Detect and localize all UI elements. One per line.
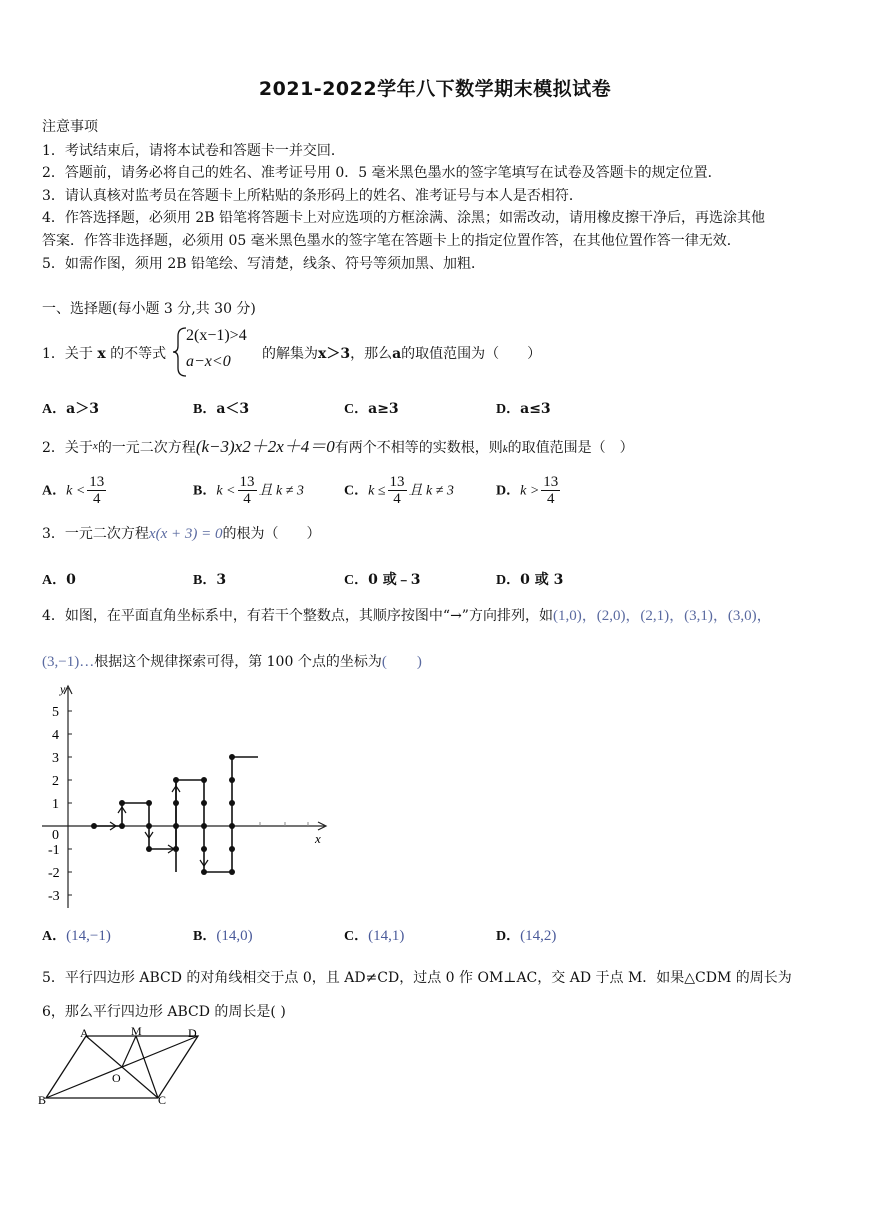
y-tick-0: 0 (52, 828, 59, 843)
notes-item-4-cont: 答案．作答非选择题，必须用 05 毫米黑色墨水的签字笔在答题卡上的指定位置作答，在其他位置作答一律无效． (42, 233, 741, 249)
q2-option-c[interactable]: C．k ≤ $\frac{13}{4}$ 且 k ≠ 3 (344, 474, 454, 507)
label-a: A (80, 1026, 89, 1040)
label-o: O (112, 1071, 121, 1085)
y-tick-neg3: -3 (48, 889, 60, 904)
q3-suffix: 的根为（ ） (222, 526, 321, 542)
y-tick-neg2: -2 (48, 866, 60, 881)
q1-system-line2: a−x<0 (186, 353, 231, 370)
q5-parallelogram-figure (36, 1026, 216, 1112)
notes-item-3: 3．请认真核对监考员在答题卡上所粘贴的条形码上的姓名、准考证号与本人是否相符． (42, 188, 583, 204)
integer-points (91, 754, 235, 875)
q2-a-fraction: $\frac{13}{4}$ (89, 474, 105, 507)
q1-suffix-a: 的解集为 (262, 346, 318, 362)
y-tick-5: 5 (52, 705, 59, 720)
notes-heading: 注意事项 (42, 119, 98, 135)
q3-option-b[interactable]: B．3 (193, 572, 227, 588)
q5-stem-line1: 5．平行四边形 ABCD 的对角线相交于点 0，且 AD≠CD，过点 0 作 OM⊥AC，交 AD 于点 M．如果△CDM 的周长为 (42, 970, 792, 986)
q1-mid: 的不等式 (105, 346, 167, 362)
y-tick-1: 1 (52, 797, 59, 812)
q2-equation: (k−3)x2＋2x＋4＝0 (195, 437, 335, 456)
q2-option-a[interactable]: A．k < $\frac{13}{4}$ (42, 474, 105, 507)
q3-equation: x(x + 3) = 0 (148, 526, 223, 542)
y-axis-label: y (60, 682, 66, 696)
q2-c-fraction: $\frac{13}{4}$ (389, 474, 405, 507)
q2-option-b[interactable]: B．k < $\frac{13}{4}$ 且 k ≠ 3 (193, 474, 304, 507)
label-d: D (188, 1026, 197, 1040)
notes-item-1: 1．考试结束后，请将本试卷和答题卡一并交回． (42, 143, 345, 159)
q2-var-x: x (92, 440, 98, 452)
notes-item-5: 5．如需作图，须用 2B 铅笔绘、写清楚，线条、符号等须加黑、加粗． (42, 256, 486, 272)
q1-suffix-c: 的取值范围为（ ） (401, 346, 542, 362)
y-tick-neg1: -1 (48, 843, 60, 858)
q1-stem (42, 344, 166, 364)
q1-prefix: 1．关于 (42, 346, 98, 362)
q2-prefix: 2．关于 (42, 440, 93, 456)
q3-option-c[interactable]: C．0 或﹣3 (344, 572, 421, 588)
q4-option-b[interactable]: B．(14,0) (193, 928, 253, 944)
label-b: B (38, 1093, 47, 1107)
q3-prefix: 3．一元二次方程 (42, 526, 149, 542)
section-heading: 一、选择题(每小题 3 分,共 30 分) (42, 301, 256, 317)
q2-var-k: k (502, 443, 508, 455)
q1-condition: x＞3 (318, 346, 351, 362)
q1-var-x: x (97, 346, 106, 362)
q1-option-d[interactable]: D．a≤3 (496, 401, 551, 417)
q1-option-c[interactable]: C．a≥3 (344, 401, 399, 417)
q1-tail (262, 344, 541, 364)
notes-item-4: 4．作答选择题，必须用 2B 铅笔将答题卡上对应选项的方框涂满、涂黑；如需改动，请用橡皮擦干净后，再选涂其他 (42, 210, 765, 226)
q2-tail-a: 有两个不相等的实数根，则 (334, 440, 503, 456)
q4-option-a[interactable]: A．(14,−1) (42, 928, 111, 944)
q2-d-fraction: $\frac{13}{4}$ (543, 474, 559, 507)
notes-item-2: 2．答题前，请务必将自己的姓名、准考证号用 0．5 毫米黑色墨水的签字笔填写在试卷及答题卡的规定位置． (42, 165, 722, 181)
q4-text2: 根据这个规律探索可得，第 100 个点的坐标为 (94, 654, 382, 670)
q1-option-a[interactable]: A．a＞3 (42, 401, 99, 417)
q4-coords1: (1,0)，(2,0)，(2,1)，(3,1)，(3,0)， (552, 608, 772, 624)
q4-text1: 4．如图，在平面直角坐标系中，有若干个整数点，其顺序按图中“→”方向排列，如 (42, 608, 553, 624)
q5-stem-line2: 6，那么平行四边形 ABCD 的周长是( ) (42, 1004, 286, 1020)
q2-b-fraction: $\frac{13}{4}$ (239, 474, 255, 507)
y-tick-3: 3 (52, 751, 59, 766)
q1-var-a: a (392, 346, 402, 362)
q4-option-c[interactable]: C．(14,1) (344, 928, 405, 944)
q3-option-d[interactable]: D．0 或 3 (496, 572, 564, 588)
q1-option-b[interactable]: B．a＜3 (193, 401, 250, 417)
q3-stem (42, 524, 320, 544)
q4-blank: ( ) (381, 654, 422, 670)
q3-option-a[interactable]: A．0 (42, 572, 76, 588)
q2-stem (42, 436, 634, 459)
y-tick-4: 4 (52, 728, 59, 743)
q2-option-d[interactable]: D．k > $\frac{13}{4}$ (496, 474, 559, 507)
q4-option-d[interactable]: D．(14,2) (496, 928, 557, 944)
x-axis-label: x (315, 831, 321, 846)
q1-system-line1: 2(x−1)>4 (186, 327, 247, 344)
q2-mid: 的一元二次方程 (97, 440, 196, 456)
label-m: M (131, 1026, 142, 1038)
q1-suffix-b: ，那么 (350, 346, 393, 362)
q4-stem-line2 (42, 652, 422, 672)
q4-coords2: (3,−1)… (42, 654, 95, 670)
label-c: C (158, 1093, 167, 1107)
q4-stem-line1 (42, 606, 772, 626)
q4-coordinate-graph (40, 680, 340, 910)
y-tick-2: 2 (52, 774, 59, 789)
page-title: 2021-2022学年八下数学期末模拟试卷 (258, 78, 612, 100)
q2-tail-b: 的取值范围是（ ） (507, 440, 634, 456)
